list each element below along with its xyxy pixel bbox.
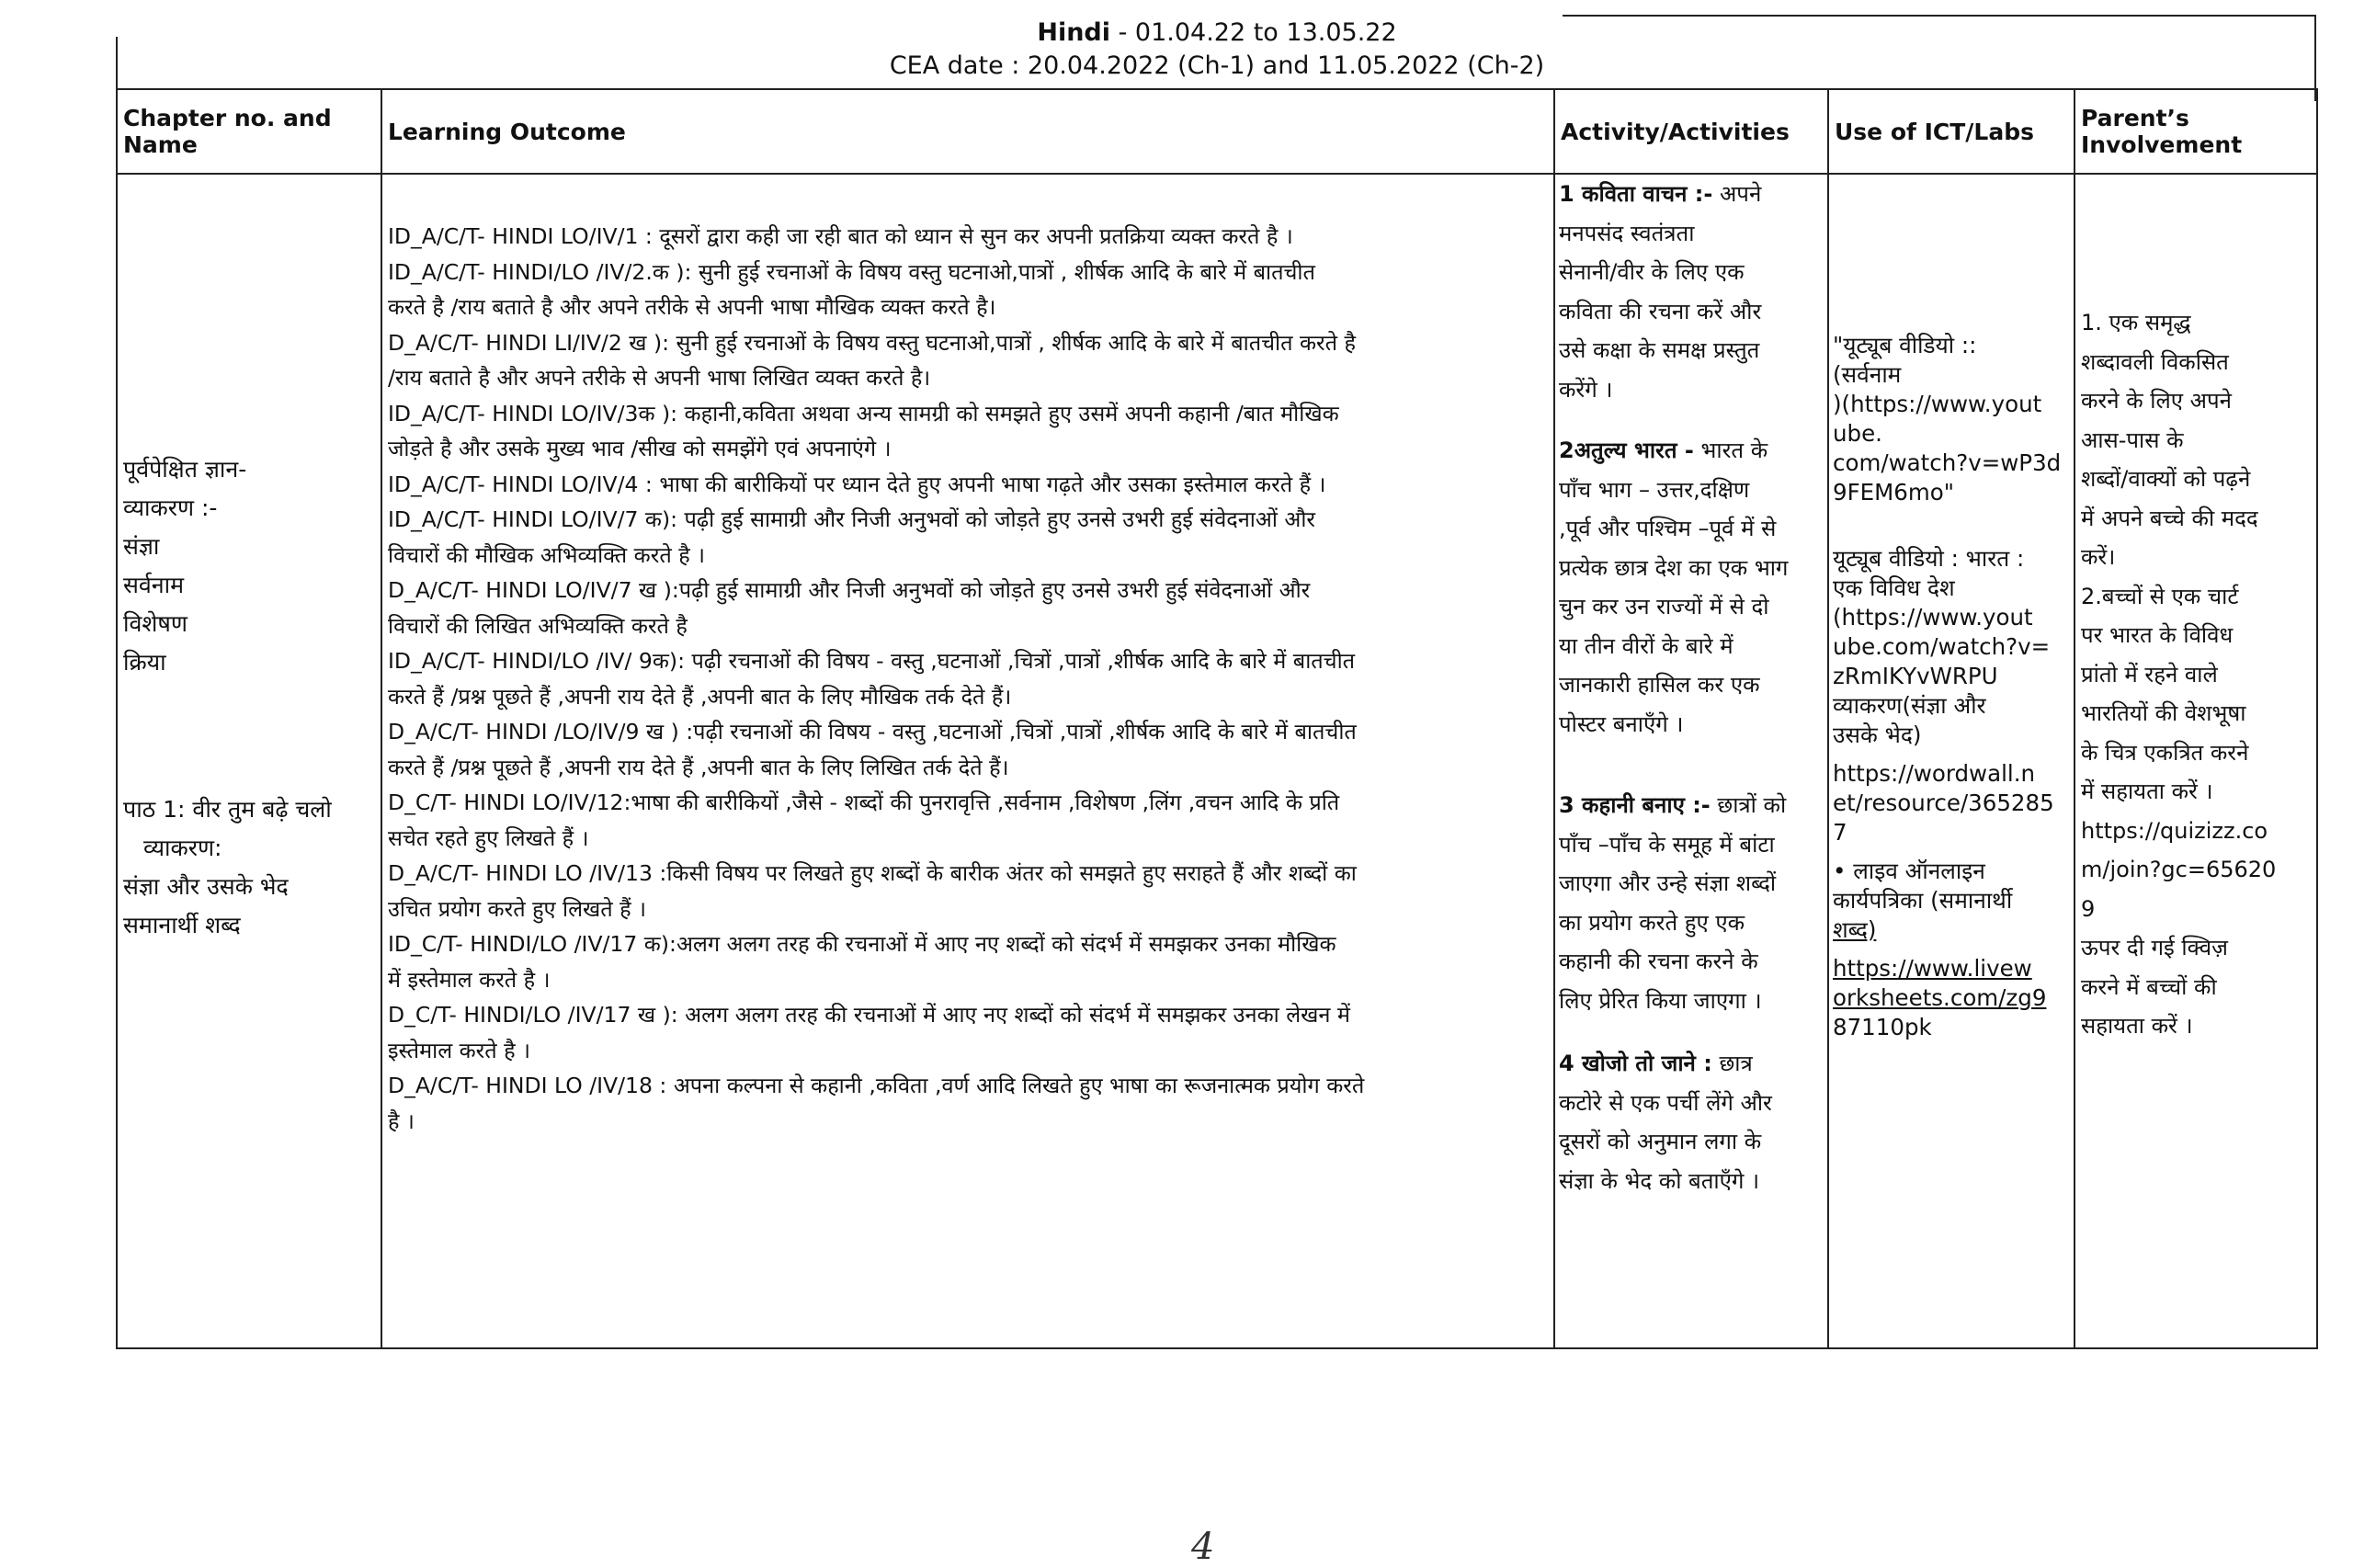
activity-2 xyxy=(1559,431,1824,744)
activity-line: प्रत्येक छात्र देश का एक भाग xyxy=(1559,554,1789,581)
lesson-grammar-label: व्याकरण: xyxy=(143,835,222,861)
activity-line: दूसरों को अनुमान लगा के xyxy=(1559,1129,1762,1154)
activity-line: उसे कक्षा के समक्ष प्रस्तुत xyxy=(1559,337,1760,363)
outcome-line: /राय बताते है और अपने तरीके से अपनी भाषा लिखित व्यक्त करते है। xyxy=(388,365,931,391)
outcome-line: विचारों की लिखित अभिव्यक्ति करते है xyxy=(388,612,688,639)
ict-line: व्याकरण(संज्ञा और xyxy=(1833,692,1986,719)
outcome-line: D_A/C/T- HINDI LO /IV/18 : अपना कल्पना से कहानी ,कविता ,वर्ण आदि लिखते हुए भाषा का रूजनात्मक प्रयोग करते xyxy=(388,1073,1365,1098)
outcome-line: करते हैं /प्रश्न पूछते हैं ,अपनी राय देते हैं ,अपनी बात के लिए मौखिक तर्क देते हैं। xyxy=(388,683,1012,710)
outcome-line: D_C/T- HINDI/LO /IV/17 ख ): अलग अलग तरह की रचनाओं में आए नए शब्दों को संदर्भ में समझकर उनका लेखन में xyxy=(388,1002,1350,1028)
parent-line: ऊपर दी गई क्विज़ xyxy=(2081,935,2228,960)
outcome-line: D_C/T- HINDI LO/IV/12:भाषा की बारीकियों ,जैसे - शब्दों की पुनरावृत्ति ,सर्वनाम ,विशेषण ,लिंग ,वचन आदि के प्रति xyxy=(388,790,1340,815)
list-item: व्याकरण :- xyxy=(123,494,218,521)
list-item: संज्ञा और उसके भेद xyxy=(123,873,289,900)
parent-involvement-list xyxy=(2075,303,2316,1046)
activity-line: ,पूर्व और पश्चिम –पूर्व में से xyxy=(1559,516,1777,541)
activity-1 xyxy=(1559,175,1824,409)
outcome-line: इस्तेमाल करते है । xyxy=(388,1037,530,1063)
ict-line: कार्यपत्रिका (समानार्थी xyxy=(1833,887,2013,914)
parent-line: में सहायता करें । xyxy=(2081,778,2213,804)
outcome-line: ID_A/C/T- HINDI LO/IV/3क ): कहानी,कविता अथवा अन्य सामग्री को समझते हुए उसमें अपनी कहानी /बात मौखिक xyxy=(388,400,1339,426)
ict-line: 87110pk xyxy=(1833,1014,1932,1040)
parent-line: सहायता करें । xyxy=(2081,1013,2193,1039)
header-parents: Parent’s Involvement xyxy=(2075,89,2317,174)
ict-line: (https://www.yout xyxy=(1833,604,2033,631)
ict-line: https://www.livew xyxy=(1833,955,2032,982)
activity-title: 4 खोजो तो जाने : xyxy=(1559,1051,1712,1076)
outcome-line: ID_C/T- HINDI/LO /IV/17 क):अलग अलग तरह की रचनाओं में आए नए शब्दों को संदर्भ में समझकर उनका मौखिक xyxy=(388,931,1336,957)
list-item: पूर्वपेक्षित ज्ञान- xyxy=(123,456,247,483)
activity-line: कविता की रचना करें और xyxy=(1559,298,1762,324)
parent-line: शब्दावली विकसित xyxy=(2081,348,2229,375)
parent-line: पर भारत के विविध xyxy=(2081,622,2234,648)
chapter-cell xyxy=(117,174,381,1348)
outcome-line: विचारों की मौखिक अभिव्यक्ति करते है । xyxy=(388,541,706,568)
activity-4 xyxy=(1559,1044,1824,1200)
parent-line: में अपने बच्चे की मदद xyxy=(2081,505,2258,531)
page-number: 4 xyxy=(1191,1526,1215,1568)
header-chapter: Chapter no. and Name xyxy=(117,89,381,174)
ict-line: • लाइव ऑनलाइन xyxy=(1833,858,1985,884)
parent-line: करने के लिए अपने xyxy=(2081,388,2232,414)
header-period: - 01.04.22 to 13.05.22 xyxy=(1110,18,1397,47)
lesson-info xyxy=(123,790,375,945)
parent-line: भारतियों की वेशभूषा xyxy=(2081,700,2246,726)
outcome-line: D_A/C/T- HINDI LO /IV/13 :किसी विषय पर लिखते हुए शब्दों के बारीक अंतर को समझते हुए सराहते हैं और शब्दों का xyxy=(388,860,1357,886)
outcome-line: ID_A/C/T- HINDI/LO /IV/ 9क): पढ़ी रचनाओं की विषय - वस्तु ,घटनाओं ,चित्रों ,पात्रों ,शीर्षक आदि के बारे में बातचीत xyxy=(388,648,1356,674)
ict-line: zRmIKYvWRPU xyxy=(1833,663,1998,689)
ict-line: https://wordwall.n xyxy=(1833,760,2036,787)
learning-outcome-cell xyxy=(381,174,1554,1348)
ict-line: यूट्यूब वीडियो : भारत : xyxy=(1833,545,2025,572)
list-item: क्रिया xyxy=(123,649,166,676)
ict-line: 7 xyxy=(1833,819,1847,846)
activity-line: मनपसंद स्वतंत्रता xyxy=(1559,220,1695,246)
ict-line: एक विविध देश xyxy=(1833,574,1955,601)
youtube-link-india[interactable] xyxy=(1833,544,2070,691)
outcome-line: उचित प्रयोग करते हुए लिखते हैं । xyxy=(388,895,646,922)
youtube-link-pronoun[interactable] xyxy=(1833,331,2070,507)
header-ict: Use of ICT/Labs xyxy=(1828,89,2075,174)
outcome-line: सचेत रहते हुए लिखते हैं । xyxy=(388,824,589,851)
prerequisite-list xyxy=(123,450,375,682)
outcome-line: है । xyxy=(388,1108,415,1134)
live-worksheet-label xyxy=(1833,857,2070,945)
outcome-line: D_A/C/T- HINDI /LO/IV/9 ख ) :पढ़ी रचनाओं की विषय - वस्तु ,घटनाओं ,चित्रों ,पात्रों ,शीर्षक आदि के बारे में बातचीत xyxy=(388,719,1357,744)
activity-line: पाँच भाग – उत्तर,दक्षिण xyxy=(1559,476,1750,503)
outcome-line: ID_A/C/T- HINDI LO/IV/4 : भाषा की बारीकियों पर ध्यान देते हुए अपनी भाषा गढ़ते और उसका इस्तेमाल करते हैं । xyxy=(388,471,1326,497)
outcome-line: ID_A/C/T- HINDI LO/IV/1 : दूसरों द्वारा कही जा रही बात को ध्यान से सुन कर अपनी प्रतक्रिया व्यक्त करते है । xyxy=(388,223,1293,249)
activity-line: कहानी की रचना करने के xyxy=(1559,949,1758,974)
activity-line: जानकारी हासिल कर एक xyxy=(1559,672,1760,698)
ict-line: (सर्वनाम xyxy=(1833,361,1902,388)
outcome-line: D_A/C/T- HINDI LI/IV/2 ख ): सुनी हुई रचनाओं के विषय वस्तु घटनाओ,पात्रों , शीर्षक आदि के बारे में बातचीत करते है xyxy=(388,329,1356,356)
activity-line: जाएगा और उन्हे संज्ञा शब्दों xyxy=(1559,870,1777,896)
list-item: विशेषण xyxy=(123,610,188,637)
parent-line: आस-पास के xyxy=(2081,426,2184,453)
table-header-row xyxy=(117,89,2317,174)
lesson-title: पाठ 1: वीर तुम बढ़े चलो xyxy=(123,796,332,823)
parents-cell xyxy=(2075,174,2317,1348)
quizizz-link[interactable]: 9 xyxy=(2081,895,2096,922)
ict-line: orksheets.com/zg9 xyxy=(1833,984,2047,1011)
lesson-plan-table xyxy=(116,88,2318,1349)
activity-3 xyxy=(1559,786,1824,1020)
ict-line: "यूट्यूब वीडियो :: xyxy=(1833,332,1977,358)
outcome-line: ID_A/C/T- HINDI LO/IV/7 क): पढ़ी हुई सामाग्री और निजी अनुभवों को जोड़ते हुए उनसे उभरी हुई संवेदनाओं और xyxy=(388,506,1316,532)
activities-cell xyxy=(1554,174,1828,1348)
activity-title: 2अतुल्य भारत - xyxy=(1559,437,1694,463)
outcome-line: करते हैं /प्रश्न पूछते हैं ,अपनी राय देते हैं ,अपनी बात के लिए लिखित तर्क देते हैं। xyxy=(388,754,1009,780)
table-row xyxy=(117,174,2317,1348)
activity-line: पाँच –पाँच के समूह में बांटा xyxy=(1559,831,1775,858)
list-item: सर्वनाम xyxy=(123,572,185,598)
list-item: समानार्थी शब्द xyxy=(123,912,241,938)
ict-line: 9FEM6mo" xyxy=(1833,479,1955,506)
wordwall-link[interactable] xyxy=(1833,759,2070,847)
grammar-topic xyxy=(1833,691,2070,750)
parent-line: करें। xyxy=(2081,544,2116,570)
activity-line: छात्रों को xyxy=(1710,792,1787,818)
ict-line: com/watch?v=wP3d xyxy=(1833,449,2062,476)
header-title xyxy=(118,17,2316,50)
activity-title: 1 कविता वाचन :- xyxy=(1559,181,1713,207)
learning-outcome-list xyxy=(382,219,1553,1139)
activity-line: संज्ञा के भेद को बताएँगे । xyxy=(1559,1167,1760,1194)
outcome-line: D_A/C/T- HINDI LO/IV/7 ख ):पढ़ी हुई सामाग्री और निजी अनुभवों को जोड़ते हुए उनसे उभरी हुई संवेदनाओं और xyxy=(388,577,1311,603)
ict-line: et/resource/365285 xyxy=(1833,790,2054,816)
parent-line: के चित्र एकत्रित करने xyxy=(2081,739,2249,766)
outcome-line: ID_A/C/T- HINDI/LO /IV/2.क ): सुनी हुई रचनाओं के विषय वस्तु घटनाओ,पात्रों , शीर्षक आदि के बारे में बातचीत xyxy=(388,258,1315,285)
activity-line: अपने xyxy=(1712,181,1762,207)
parent-line: 2.बच्चों से एक चार्ट xyxy=(2081,583,2239,609)
header-activities: Activity/Activities xyxy=(1554,89,1828,174)
activity-line: लिए प्रेरित किया जाएगा । xyxy=(1559,987,1762,1014)
activity-line: करेंगे । xyxy=(1559,376,1613,403)
ict-line: शब्द) xyxy=(1833,916,1877,943)
activity-line: का प्रयोग करते हुए एक xyxy=(1559,909,1745,936)
ict-line: ube. xyxy=(1833,420,1882,447)
page-header xyxy=(118,17,2316,83)
liveworksheets-link[interactable] xyxy=(1833,954,2070,1042)
parent-line: 1. एक समृद्ध xyxy=(2081,310,2191,335)
header-cea-date: CEA date : 20.04.2022 (Ch-1) and 11.05.2022 (Ch-2) xyxy=(889,51,1545,80)
activity-line: सेनानी/वीर के लिए एक xyxy=(1559,259,1745,285)
quizizz-link[interactable]: m/join?gc=65620 xyxy=(2081,857,2277,882)
activity-line: कटोरे से एक पर्ची लेंगे और xyxy=(1559,1089,1772,1116)
outcome-line: करते है /राय बताते है और अपने तरीके से अपनी भाषा मौखिक व्यक्त करते है। xyxy=(388,294,996,320)
quizizz-link[interactable]: https://quizizz.co xyxy=(2081,817,2268,844)
header-learning-outcome: Learning Outcome xyxy=(381,89,1554,174)
parent-line: प्रांतो में रहने वाले xyxy=(2081,661,2218,687)
parent-line: करने में बच्चों की xyxy=(2081,973,2217,1000)
list-item: संज्ञा xyxy=(123,533,160,560)
ict-cell xyxy=(1828,174,2075,1348)
activity-line: चुन कर उन राज्यों में से दो xyxy=(1559,594,1769,619)
activity-line: या तीन वीरों के बारे में xyxy=(1559,632,1733,659)
ict-line: )(https://www.yout xyxy=(1833,391,2042,417)
outcome-line: जोड़ते है और उसके मुख्य भाव /सीख को समझेंगे एवं अपनाएंगे । xyxy=(388,436,892,461)
header-subject: Hindi xyxy=(1037,18,1110,47)
activity-title: 3 कहानी बनाए :- xyxy=(1559,792,1711,818)
ict-line: ube.com/watch?v= xyxy=(1833,633,2051,660)
activity-line: भारत के xyxy=(1693,437,1768,463)
ict-line: उसके भेद) xyxy=(1833,722,1922,748)
parent-line: शब्दों/वाक्यों को पढ़ने xyxy=(2081,466,2251,492)
outcome-line: में इस्तेमाल करते है । xyxy=(388,966,551,993)
activity-line: छात्र xyxy=(1711,1051,1753,1076)
activity-line: पोस्टर बनाएँगे । xyxy=(1559,710,1684,737)
